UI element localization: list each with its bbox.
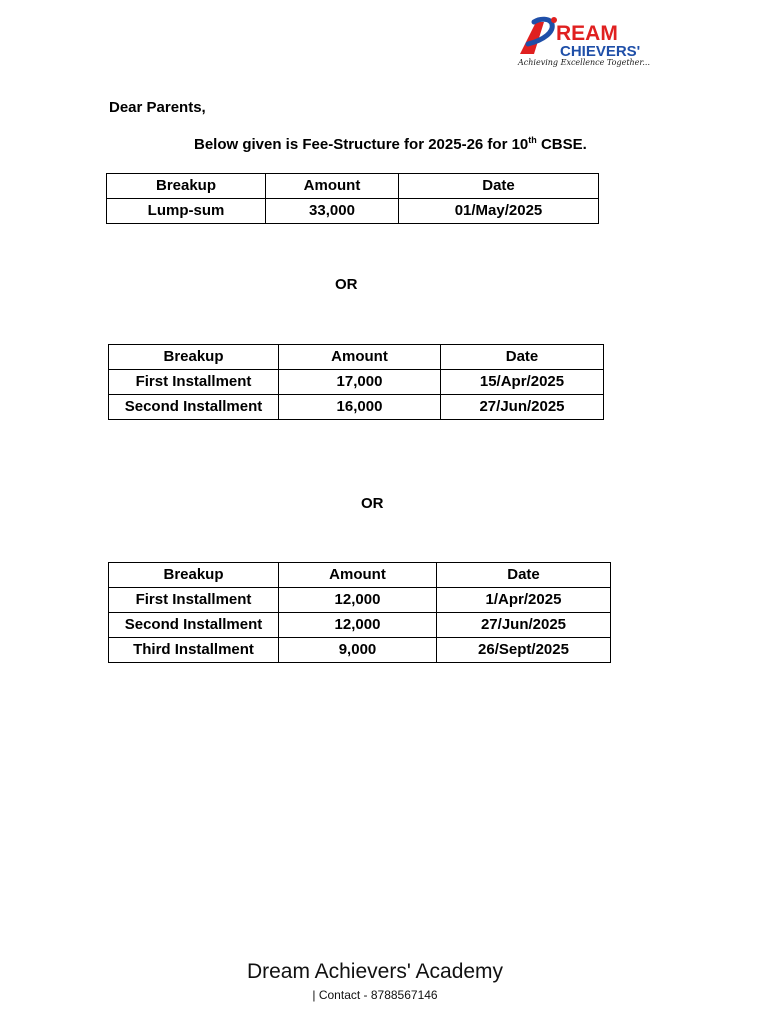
header-date: Date [399,174,599,199]
cell-breakup: First Installment [109,370,279,395]
header-breakup: Breakup [109,345,279,370]
header-date: Date [441,345,604,370]
cell-breakup: Second Installment [109,395,279,420]
header-date: Date [437,563,611,588]
cell-amount: 9,000 [279,638,437,663]
intro-line [194,135,587,153]
table-header-row [107,174,599,199]
or-separator-2: OR [361,495,384,512]
cell-amount: 12,000 [279,613,437,638]
academy-logo [514,14,654,72]
table-row [109,395,604,420]
table-row [109,370,604,395]
footer-contact: | Contact - 8788567146 [312,988,438,1002]
table-header-row [109,563,611,588]
header-breakup: Breakup [109,563,279,588]
cell-breakup: First Installment [109,588,279,613]
or-separator-1: OR [335,276,358,293]
logo-word2: CHIEVERS' [560,43,641,60]
cell-date: 27/Jun/2025 [441,395,604,420]
table-row [109,638,611,663]
logo-graphic [514,14,654,60]
cell-amount: 33,000 [266,199,399,224]
fee-table-two-installments [108,344,604,420]
fee-table-three-installments [108,562,611,663]
fee-table-lumpsum [106,173,599,224]
intro-text: Below given is Fee-Structure for 2025-26 for 10 [194,136,529,153]
logo-tagline: Achieving Excellence Together... [518,58,650,67]
cell-breakup: Lump-sum [107,199,266,224]
header-breakup: Breakup [107,174,266,199]
greeting: Dear Parents, [109,99,206,116]
cell-amount: 12,000 [279,588,437,613]
logo-word1: REAM [556,22,618,45]
table-header-row [109,345,604,370]
table-row [109,588,611,613]
header-amount: Amount [279,345,441,370]
cell-date: 26/Sept/2025 [437,638,611,663]
table-row [107,199,599,224]
footer-academy-name: Dream Achievers' Academy [246,960,504,983]
cell-breakup: Second Installment [109,613,279,638]
header-amount: Amount [279,563,437,588]
cell-date: 27/Jun/2025 [437,613,611,638]
cell-date: 15/Apr/2025 [441,370,604,395]
cell-amount: 16,000 [279,395,441,420]
cell-breakup: Third Installment [109,638,279,663]
table-row [109,613,611,638]
cell-date: 1/Apr/2025 [437,588,611,613]
cell-amount: 17,000 [279,370,441,395]
header-amount: Amount [266,174,399,199]
intro-text-end: CBSE. [536,136,587,153]
intro-superscript: th [528,135,537,145]
cell-date: 01/May/2025 [399,199,599,224]
